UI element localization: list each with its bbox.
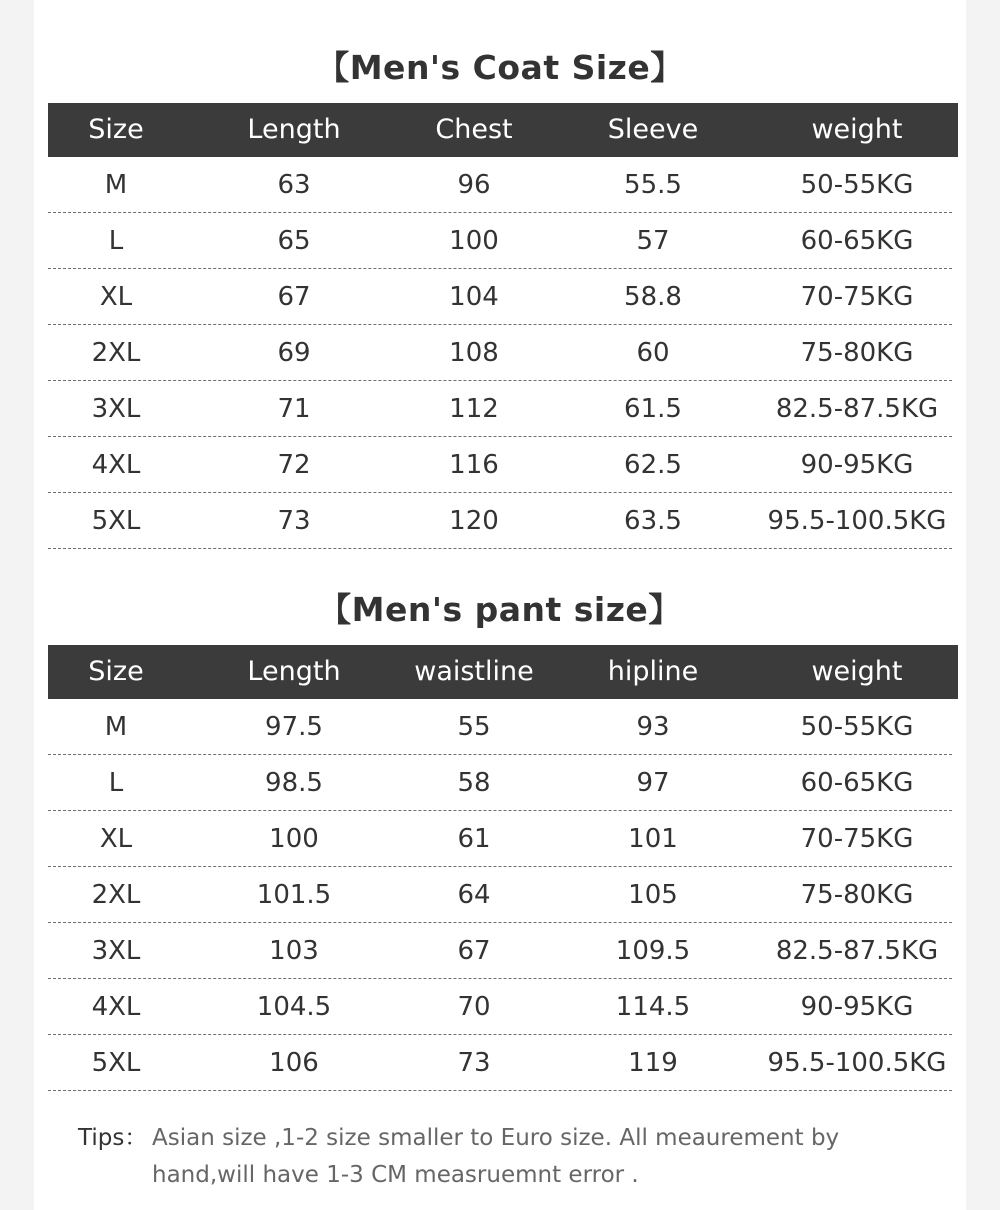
tips-label: Tips： bbox=[78, 1125, 148, 1151]
length-cell: 103 bbox=[269, 935, 319, 966]
size-cell: 3XL bbox=[91, 393, 141, 424]
weight-cell: 95.5-100.5KG bbox=[767, 505, 947, 536]
chest-cell: 116 bbox=[449, 449, 499, 480]
weight-cell: 50-55KG bbox=[800, 711, 914, 742]
length-cell: 97.5 bbox=[265, 711, 323, 742]
pant-header-length: Length bbox=[247, 656, 341, 687]
pant-table-header bbox=[48, 645, 958, 699]
hipline-cell: 101 bbox=[628, 823, 678, 854]
weight-cell: 70-75KG bbox=[800, 281, 914, 312]
length-cell: 71 bbox=[277, 393, 311, 424]
coat-table-header bbox=[48, 103, 958, 157]
coat-header-length: Length bbox=[247, 114, 341, 145]
length-cell: 100 bbox=[269, 823, 319, 854]
length-cell: 65 bbox=[277, 225, 311, 256]
table-row bbox=[48, 157, 952, 213]
pant-header-waistline: waistline bbox=[414, 656, 534, 687]
chest-cell: 120 bbox=[449, 505, 499, 536]
table-row bbox=[48, 269, 952, 325]
tips-text: Asian size ,1-2 size smaller to Euro size. All meaurement by hand,will have 1-3 CM measruemnt error . bbox=[152, 1125, 840, 1188]
hipline-cell: 97 bbox=[636, 767, 670, 798]
weight-cell: 70-75KG bbox=[800, 823, 914, 854]
pant-header-hipline: hipline bbox=[607, 656, 699, 687]
coat-size-title: 【Men's Coat Size】 bbox=[316, 48, 684, 87]
weight-cell: 75-80KG bbox=[800, 879, 914, 910]
table-row bbox=[48, 811, 952, 867]
hipline-cell: 105 bbox=[628, 879, 678, 910]
table-row bbox=[48, 493, 952, 549]
size-cell: 2XL bbox=[91, 337, 141, 368]
table-row bbox=[48, 437, 952, 493]
waistline-cell: 58 bbox=[457, 767, 491, 798]
length-cell: 98.5 bbox=[265, 767, 323, 798]
sleeve-cell: 58.8 bbox=[624, 281, 682, 312]
size-cell: 4XL bbox=[91, 991, 141, 1022]
tips-note bbox=[78, 1120, 958, 1194]
coat-header-chest: Chest bbox=[435, 114, 513, 145]
weight-cell: 82.5-87.5KG bbox=[775, 393, 939, 424]
coat-header-size: Size bbox=[88, 114, 144, 145]
chest-cell: 104 bbox=[449, 281, 499, 312]
size-cell: XL bbox=[99, 823, 133, 854]
length-cell: 69 bbox=[277, 337, 311, 368]
table-row bbox=[48, 699, 952, 755]
sleeve-cell: 60 bbox=[636, 337, 670, 368]
coat-size-table bbox=[48, 103, 958, 549]
length-cell: 67 bbox=[277, 281, 311, 312]
pant-size-title: 【Men's pant size】 bbox=[318, 590, 682, 629]
length-cell: 104.5 bbox=[256, 991, 332, 1022]
hipline-cell: 109.5 bbox=[615, 935, 691, 966]
size-cell: 5XL bbox=[91, 505, 141, 536]
weight-cell: 75-80KG bbox=[800, 337, 914, 368]
waistline-cell: 73 bbox=[457, 1047, 491, 1078]
sleeve-cell: 57 bbox=[636, 225, 670, 256]
chest-cell: 100 bbox=[449, 225, 499, 256]
weight-cell: 90-95KG bbox=[800, 991, 914, 1022]
chest-cell: 108 bbox=[449, 337, 499, 368]
table-row bbox=[48, 381, 952, 437]
waistline-cell: 67 bbox=[457, 935, 491, 966]
length-cell: 101.5 bbox=[256, 879, 332, 910]
waistline-cell: 61 bbox=[457, 823, 491, 854]
table-row bbox=[48, 325, 952, 381]
sleeve-cell: 62.5 bbox=[624, 449, 682, 480]
size-cell: 3XL bbox=[91, 935, 141, 966]
size-cell: M bbox=[104, 711, 128, 742]
length-cell: 73 bbox=[277, 505, 311, 536]
size-cell: 4XL bbox=[91, 449, 141, 480]
sleeve-cell: 63.5 bbox=[624, 505, 682, 536]
coat-header-sleeve: Sleeve bbox=[607, 114, 699, 145]
waistline-cell: 64 bbox=[457, 879, 491, 910]
size-cell: L bbox=[108, 225, 124, 256]
table-row bbox=[48, 923, 952, 979]
pant-header-size: Size bbox=[88, 656, 144, 687]
length-cell: 63 bbox=[277, 169, 311, 200]
size-cell: M bbox=[104, 169, 128, 200]
chest-cell: 96 bbox=[457, 169, 491, 200]
chest-cell: 112 bbox=[449, 393, 499, 424]
hipline-cell: 114.5 bbox=[615, 991, 691, 1022]
size-cell: 2XL bbox=[91, 879, 141, 910]
table-row bbox=[48, 1035, 952, 1091]
weight-cell: 82.5-87.5KG bbox=[775, 935, 939, 966]
waistline-cell: 55 bbox=[457, 711, 491, 742]
hipline-cell: 93 bbox=[636, 711, 670, 742]
size-cell: XL bbox=[99, 281, 133, 312]
hipline-cell: 119 bbox=[628, 1047, 678, 1078]
sleeve-cell: 61.5 bbox=[624, 393, 682, 424]
waistline-cell: 70 bbox=[457, 991, 491, 1022]
weight-cell: 90-95KG bbox=[800, 449, 914, 480]
weight-cell: 50-55KG bbox=[800, 169, 914, 200]
weight-cell: 95.5-100.5KG bbox=[767, 1047, 947, 1078]
size-cell: 5XL bbox=[91, 1047, 141, 1078]
pant-size-table bbox=[48, 645, 958, 1091]
table-row bbox=[48, 979, 952, 1035]
pant-header-weight: weight bbox=[811, 656, 903, 687]
size-cell: L bbox=[108, 767, 124, 798]
length-cell: 72 bbox=[277, 449, 311, 480]
length-cell: 106 bbox=[269, 1047, 319, 1078]
weight-cell: 60-65KG bbox=[800, 767, 914, 798]
table-row bbox=[48, 213, 952, 269]
sleeve-cell: 55.5 bbox=[624, 169, 682, 200]
table-row bbox=[48, 755, 952, 811]
coat-header-weight: weight bbox=[811, 114, 903, 145]
table-row bbox=[48, 867, 952, 923]
weight-cell: 60-65KG bbox=[800, 225, 914, 256]
